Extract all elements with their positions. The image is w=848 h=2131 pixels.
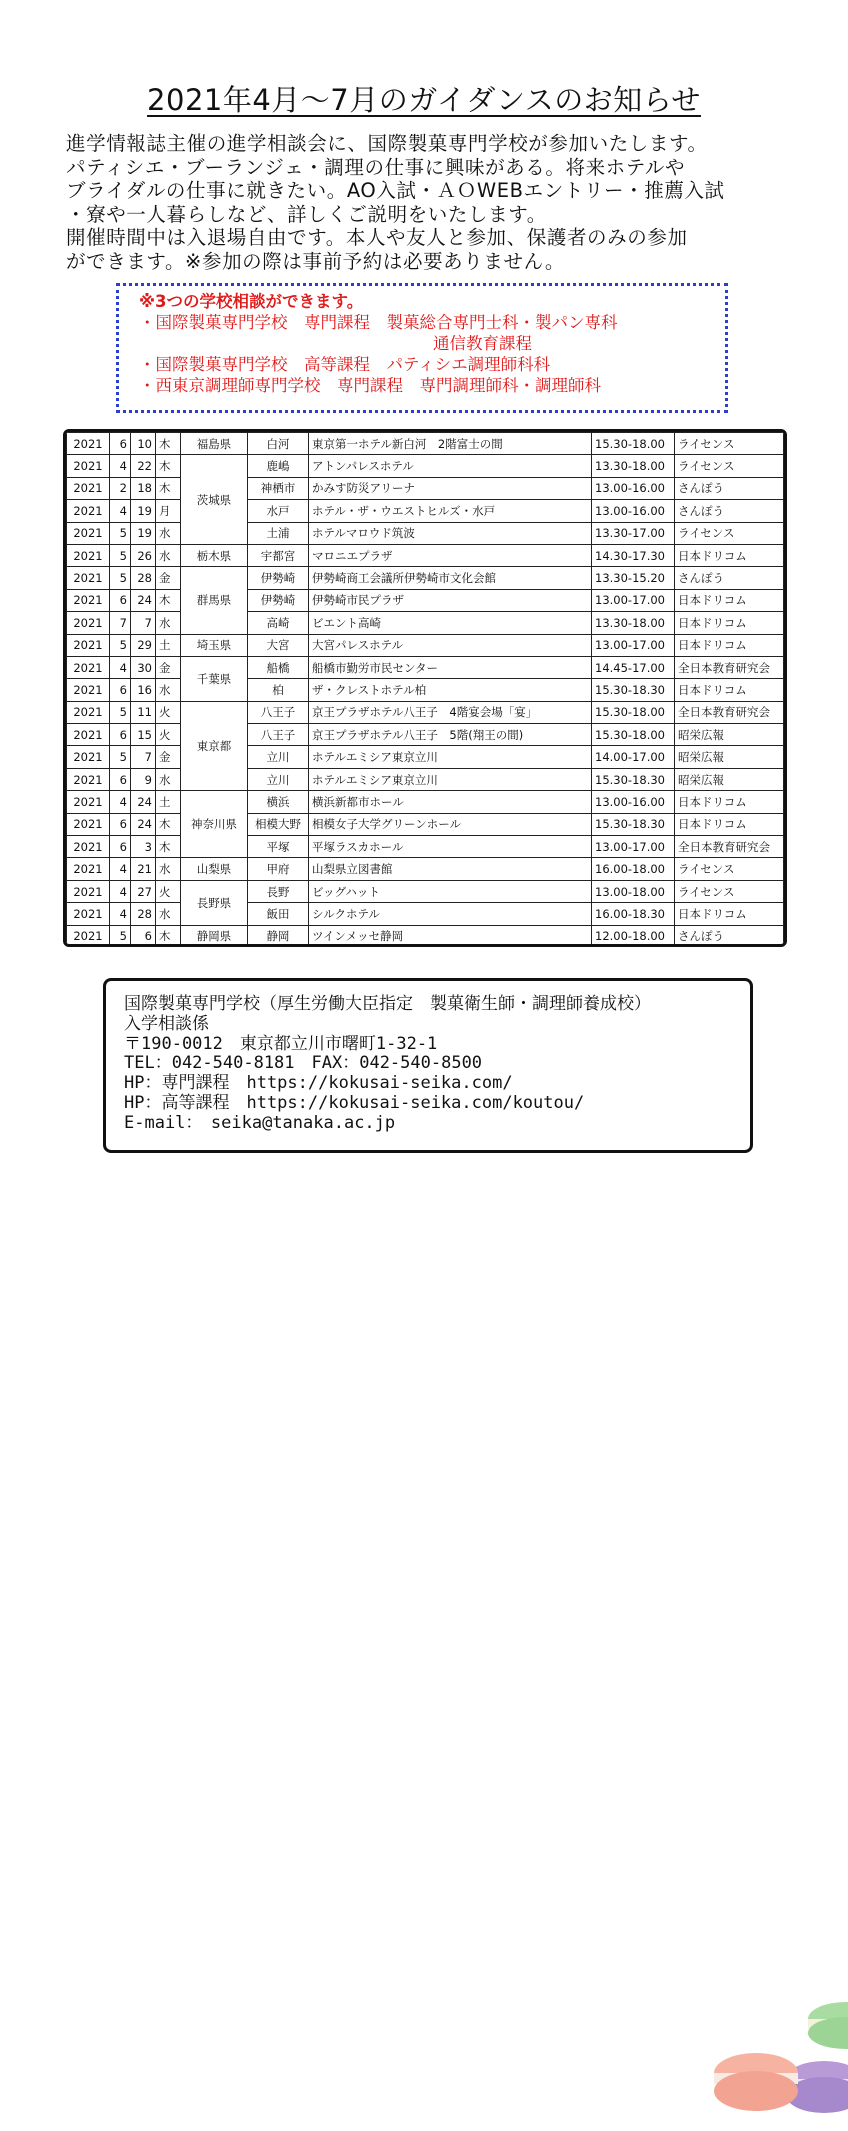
cell-organizer: 日本ドリコム: [675, 589, 784, 611]
cell-venue: ザ・クレストホテル柏: [309, 679, 592, 701]
table-row: [67, 589, 784, 611]
cell-city: 横浜: [248, 791, 309, 813]
cell-time: 15.30-18.30: [592, 813, 675, 835]
cell-time: 13.30-18.00: [592, 612, 675, 634]
cell-organizer: ライセンス: [675, 880, 784, 902]
cell-day: 27: [131, 880, 156, 902]
cell-year: 2021: [67, 612, 110, 634]
cell-weekday: 水: [156, 544, 181, 566]
cell-weekday: 木: [156, 925, 181, 947]
cell-year: 2021: [67, 746, 110, 768]
cell-month: 5: [110, 701, 131, 723]
cell-weekday: 土: [156, 634, 181, 656]
cell-day: 7: [131, 612, 156, 634]
cell-weekday: 金: [156, 746, 181, 768]
cell-venue: 船橋市勤労市民センター: [309, 656, 592, 678]
table-row: [67, 477, 784, 499]
cell-organizer: 日本ドリコム: [675, 612, 784, 634]
cell-day: 30: [131, 656, 156, 678]
cell-city: 立川: [248, 746, 309, 768]
cell-venue: 横浜新都市ホール: [309, 791, 592, 813]
contact-email-link[interactable]: E-mail： seika@tanaka.ac.jp: [124, 1112, 396, 1133]
cell-month: 4: [110, 858, 131, 880]
cell-organizer: 全日本教育研究会: [675, 701, 784, 723]
title-text: 2021年4月～7月のガイダンスのお知らせ: [147, 83, 701, 117]
cell-organizer: 昭栄広報: [675, 746, 784, 768]
cell-day: 26: [131, 544, 156, 566]
cell-time: 15.30-18.30: [592, 768, 675, 790]
notice-line: ・国際製菓専門学校 高等課程 パティシエ調理師科科: [139, 355, 551, 374]
cell-day: 9: [131, 768, 156, 790]
cell-city: 鹿嶋: [248, 455, 309, 477]
cell-day: 28: [131, 903, 156, 925]
cell-city: 甲府: [248, 858, 309, 880]
cell-time: 14.30-17.30: [592, 544, 675, 566]
intro-line: ができます。※参加の際は事前予約は必要ありません。: [66, 249, 565, 273]
cell-time: 15.30-18.00: [592, 433, 675, 455]
cell-weekday: 木: [156, 455, 181, 477]
cell-city: 伊勢崎: [248, 567, 309, 589]
table-row: [67, 433, 784, 455]
cell-day: 29: [131, 634, 156, 656]
table-row: [67, 925, 784, 947]
cell-city: 飯田: [248, 903, 309, 925]
cell-time: 16.00-18.30: [592, 903, 675, 925]
cell-month: 4: [110, 791, 131, 813]
cell-venue: ホテル・ザ・ウエストヒルズ・水戸: [309, 500, 592, 522]
cell-month: 6: [110, 433, 131, 455]
table-row: [67, 813, 784, 835]
cell-city: 船橋: [248, 656, 309, 678]
cell-time: 13.00-18.00: [592, 880, 675, 902]
cell-day: 10: [131, 433, 156, 455]
school-consultation-notice: [116, 283, 728, 413]
cell-month: 6: [110, 679, 131, 701]
table-row: [67, 858, 784, 880]
cell-city: 立川: [248, 768, 309, 790]
table-row: [67, 791, 784, 813]
contact-hp-senmon-link[interactable]: HP：専門課程 https://kokusai-seika.com/: [124, 1073, 513, 1094]
cell-city: 長野: [248, 880, 309, 902]
notice-line: 通信教育課程: [433, 334, 532, 353]
cell-city: 八王子: [248, 724, 309, 746]
cell-venue: 京王プラザホテル八王子 4階宴会場「宴」: [309, 701, 592, 723]
cell-city: 平塚: [248, 836, 309, 858]
cell-venue: かみす防災アリーナ: [309, 477, 592, 499]
cell-prefecture: 千葉県: [181, 656, 248, 701]
cell-day: 16: [131, 679, 156, 701]
cell-organizer: ライセンス: [675, 433, 784, 455]
cell-year: 2021: [67, 701, 110, 723]
cell-prefecture: 山梨県: [181, 858, 248, 880]
table-row: [67, 522, 784, 544]
cell-weekday: 火: [156, 880, 181, 902]
contact-phone: TEL：042-540-8181 FAX：042-540-8500: [124, 1053, 483, 1074]
cell-organizer: 日本ドリコム: [675, 679, 784, 701]
cell-time: 13.00-17.00: [592, 836, 675, 858]
table-row: [67, 880, 784, 902]
cell-year: 2021: [67, 858, 110, 880]
table-row: [67, 724, 784, 746]
table-row: [67, 567, 784, 589]
cell-weekday: 金: [156, 656, 181, 678]
cell-year: 2021: [67, 544, 110, 566]
table-row: [67, 701, 784, 723]
cell-time: 16.00-18.00: [592, 858, 675, 880]
cell-city: 白河: [248, 433, 309, 455]
cell-venue: ホテルエミシア東京立川: [309, 746, 592, 768]
cell-weekday: 火: [156, 724, 181, 746]
cell-time: 13.30-18.00: [592, 455, 675, 477]
cell-year: 2021: [67, 455, 110, 477]
cell-venue: ホテルエミシア東京立川: [309, 768, 592, 790]
table-row: [67, 500, 784, 522]
intro-line: ・寮や一人暮らしなど、詳しくご説明をいたします。: [66, 202, 547, 226]
cell-year: 2021: [67, 813, 110, 835]
cell-venue: ホテルマロウド筑波: [309, 522, 592, 544]
cell-organizer: 昭栄広報: [675, 724, 784, 746]
cell-day: 22: [131, 455, 156, 477]
macaron-illustration-icon: [696, 1981, 848, 2131]
cell-prefecture: 東京都: [181, 701, 248, 791]
cell-city: 伊勢崎: [248, 589, 309, 611]
cell-weekday: 水: [156, 679, 181, 701]
contact-address: 〒190-0012 東京都立川市曙町1-32-1: [124, 1033, 438, 1054]
intro-line: パティシエ・ブーランジェ・調理の仕事に興味がある。将来ホテルや: [66, 155, 686, 179]
cell-prefecture: 静岡県: [181, 925, 248, 947]
cell-day: 28: [131, 567, 156, 589]
cell-prefecture: 茨城県: [181, 455, 248, 545]
cell-venue: ツインメッセ静岡: [309, 925, 592, 947]
cell-weekday: 火: [156, 701, 181, 723]
cell-month: 7: [110, 612, 131, 634]
cell-month: 6: [110, 589, 131, 611]
cell-weekday: 水: [156, 522, 181, 544]
cell-time: 13.00-16.00: [592, 500, 675, 522]
cell-organizer: ライセンス: [675, 455, 784, 477]
cell-venue: 山梨県立図書館: [309, 858, 592, 880]
cell-day: 15: [131, 724, 156, 746]
table-row: [67, 768, 784, 790]
cell-organizer: 日本ドリコム: [675, 903, 784, 925]
cell-prefecture: 栃木県: [181, 544, 248, 566]
cell-year: 2021: [67, 880, 110, 902]
cell-organizer: さんぽう: [675, 500, 784, 522]
cell-month: 5: [110, 522, 131, 544]
cell-month: 2: [110, 477, 131, 499]
cell-organizer: 昭栄広報: [675, 768, 784, 790]
cell-venue: 伊勢崎市民プラザ: [309, 589, 592, 611]
cell-month: 4: [110, 500, 131, 522]
cell-day: 24: [131, 813, 156, 835]
macaron-pink-icon: [714, 2053, 798, 2111]
contact-box: [103, 978, 753, 1153]
cell-year: 2021: [67, 768, 110, 790]
cell-month: 5: [110, 746, 131, 768]
cell-organizer: 日本ドリコム: [675, 813, 784, 835]
cell-day: 6: [131, 925, 156, 947]
cell-day: 24: [131, 791, 156, 813]
cell-venue: 大宮パレスホテル: [309, 634, 592, 656]
cell-time: 13.00-16.00: [592, 791, 675, 813]
cell-city: 静岡: [248, 925, 309, 947]
cell-weekday: 水: [156, 612, 181, 634]
cell-time: 15.30-18.00: [592, 724, 675, 746]
cell-weekday: 木: [156, 433, 181, 455]
cell-city: 宇都宮: [248, 544, 309, 566]
cell-organizer: ライセンス: [675, 522, 784, 544]
cell-venue: 東京第一ホテル新白河 2階富士の間: [309, 433, 592, 455]
cell-year: 2021: [67, 724, 110, 746]
cell-city: 柏: [248, 679, 309, 701]
cell-month: 4: [110, 656, 131, 678]
cell-organizer: さんぽう: [675, 567, 784, 589]
intro-line: 進学情報誌主催の進学相談会に、国際製菓専門学校が参加いたします。: [66, 132, 708, 155]
contact-school-name: 国際製菓専門学校（厚生労働大臣指定 製菓衛生師・調理師養成校）: [124, 994, 651, 1014]
notice-heading: ※3つの学校相談ができます。: [139, 292, 364, 311]
contact-hp-koutou-link[interactable]: HP：高等課程 https://kokusai-seika.com/koutou/: [124, 1092, 585, 1113]
cell-organizer: さんぽう: [675, 925, 784, 947]
cell-prefecture: 神奈川県: [181, 791, 248, 858]
cell-time: 13.00-17.00: [592, 634, 675, 656]
notice-line: ・国際製菓専門学校 専門課程 製菓総合専門士科・製パン専科: [139, 313, 618, 332]
cell-weekday: 木: [156, 836, 181, 858]
cell-city: 土浦: [248, 522, 309, 544]
cell-weekday: 水: [156, 903, 181, 925]
cell-day: 21: [131, 858, 156, 880]
cell-prefecture: 群馬県: [181, 567, 248, 634]
cell-time: 13.00-16.00: [592, 477, 675, 499]
intro-paragraph: [66, 132, 796, 273]
cell-organizer: 日本ドリコム: [675, 544, 784, 566]
cell-city: 高崎: [248, 612, 309, 634]
cell-time: 15.30-18.00: [592, 701, 675, 723]
cell-month: 5: [110, 634, 131, 656]
cell-weekday: 水: [156, 768, 181, 790]
cell-year: 2021: [67, 903, 110, 925]
cell-year: 2021: [67, 477, 110, 499]
cell-weekday: 水: [156, 858, 181, 880]
cell-day: 24: [131, 589, 156, 611]
table-row: [67, 544, 784, 566]
cell-time: 15.30-18.30: [592, 679, 675, 701]
cell-organizer: さんぽう: [675, 477, 784, 499]
cell-time: 14.00-17.00: [592, 746, 675, 768]
cell-weekday: 土: [156, 791, 181, 813]
cell-time: 13.30-15.20: [592, 567, 675, 589]
table-row: [67, 634, 784, 656]
cell-weekday: 月: [156, 500, 181, 522]
cell-year: 2021: [67, 589, 110, 611]
cell-venue: アトンパレスホテル: [309, 455, 592, 477]
notice-line: ・西東京調理師専門学校 専門課程 専門調理師科・調理師科: [139, 376, 601, 395]
cell-prefecture: 福島県: [181, 433, 248, 455]
cell-day: 7: [131, 746, 156, 768]
cell-venue: シルクホテル: [309, 903, 592, 925]
contact-department: 入学相談係: [124, 1013, 209, 1034]
cell-venue: 京王プラザホテル八王子 5階(翔王の間): [309, 724, 592, 746]
cell-venue: 平塚ラスカホール: [309, 836, 592, 858]
table-row: [67, 836, 784, 858]
cell-year: 2021: [67, 791, 110, 813]
cell-month: 5: [110, 925, 131, 947]
table-row: [67, 679, 784, 701]
cell-month: 4: [110, 903, 131, 925]
cell-month: 6: [110, 836, 131, 858]
cell-year: 2021: [67, 433, 110, 455]
page-title: [0, 78, 848, 119]
macaron-green-icon: [808, 2002, 848, 2049]
cell-month: 4: [110, 880, 131, 902]
table-row: [67, 903, 784, 925]
cell-venue: 相模女子大学グリーンホール: [309, 813, 592, 835]
cell-organizer: 日本ドリコム: [675, 791, 784, 813]
cell-month: 6: [110, 768, 131, 790]
cell-year: 2021: [67, 836, 110, 858]
cell-city: 水戸: [248, 500, 309, 522]
cell-venue: ビッグハット: [309, 880, 592, 902]
cell-city: 大宮: [248, 634, 309, 656]
cell-year: 2021: [67, 500, 110, 522]
cell-year: 2021: [67, 634, 110, 656]
cell-city: 相模大野: [248, 813, 309, 835]
cell-year: 2021: [67, 656, 110, 678]
cell-weekday: 金: [156, 567, 181, 589]
cell-month: 4: [110, 455, 131, 477]
cell-organizer: ライセンス: [675, 858, 784, 880]
intro-line: ブライダルの仕事に就きたい。AO入試・ＡＯWEBエントリー・推薦入試: [66, 179, 725, 202]
cell-prefecture: 埼玉県: [181, 634, 248, 656]
cell-time: 14.45-17.00: [592, 656, 675, 678]
intro-line: 開催時間中は入退場自由です。本人や友人と参加、保護者のみの参加: [66, 226, 688, 249]
cell-year: 2021: [67, 522, 110, 544]
cell-time: 13.30-17.00: [592, 522, 675, 544]
cell-venue: 伊勢崎商工会議所伊勢崎市文化会館: [309, 567, 592, 589]
cell-weekday: 木: [156, 477, 181, 499]
table-row: [67, 455, 784, 477]
guidance-schedule-table: [63, 429, 787, 947]
cell-venue: マロニエプラザ: [309, 544, 592, 566]
cell-day: 11: [131, 701, 156, 723]
cell-organizer: 全日本教育研究会: [675, 656, 784, 678]
cell-month: 5: [110, 544, 131, 566]
cell-time: 12.00-18.00: [592, 925, 675, 947]
cell-time: 13.00-17.00: [592, 589, 675, 611]
cell-day: 3: [131, 836, 156, 858]
cell-day: 18: [131, 477, 156, 499]
cell-city: 八王子: [248, 701, 309, 723]
table-row: [67, 656, 784, 678]
cell-weekday: 木: [156, 589, 181, 611]
cell-month: 6: [110, 724, 131, 746]
cell-year: 2021: [67, 679, 110, 701]
table-row: [67, 612, 784, 634]
cell-year: 2021: [67, 925, 110, 947]
cell-month: 5: [110, 567, 131, 589]
cell-organizer: 日本ドリコム: [675, 634, 784, 656]
cell-month: 6: [110, 813, 131, 835]
cell-venue: ビエント高崎: [309, 612, 592, 634]
cell-weekday: 木: [156, 813, 181, 835]
table-row: [67, 746, 784, 768]
cell-day: 19: [131, 500, 156, 522]
cell-city: 神栖市: [248, 477, 309, 499]
cell-year: 2021: [67, 567, 110, 589]
cell-prefecture: 長野県: [181, 880, 248, 925]
cell-day: 19: [131, 522, 156, 544]
cell-organizer: 全日本教育研究会: [675, 836, 784, 858]
